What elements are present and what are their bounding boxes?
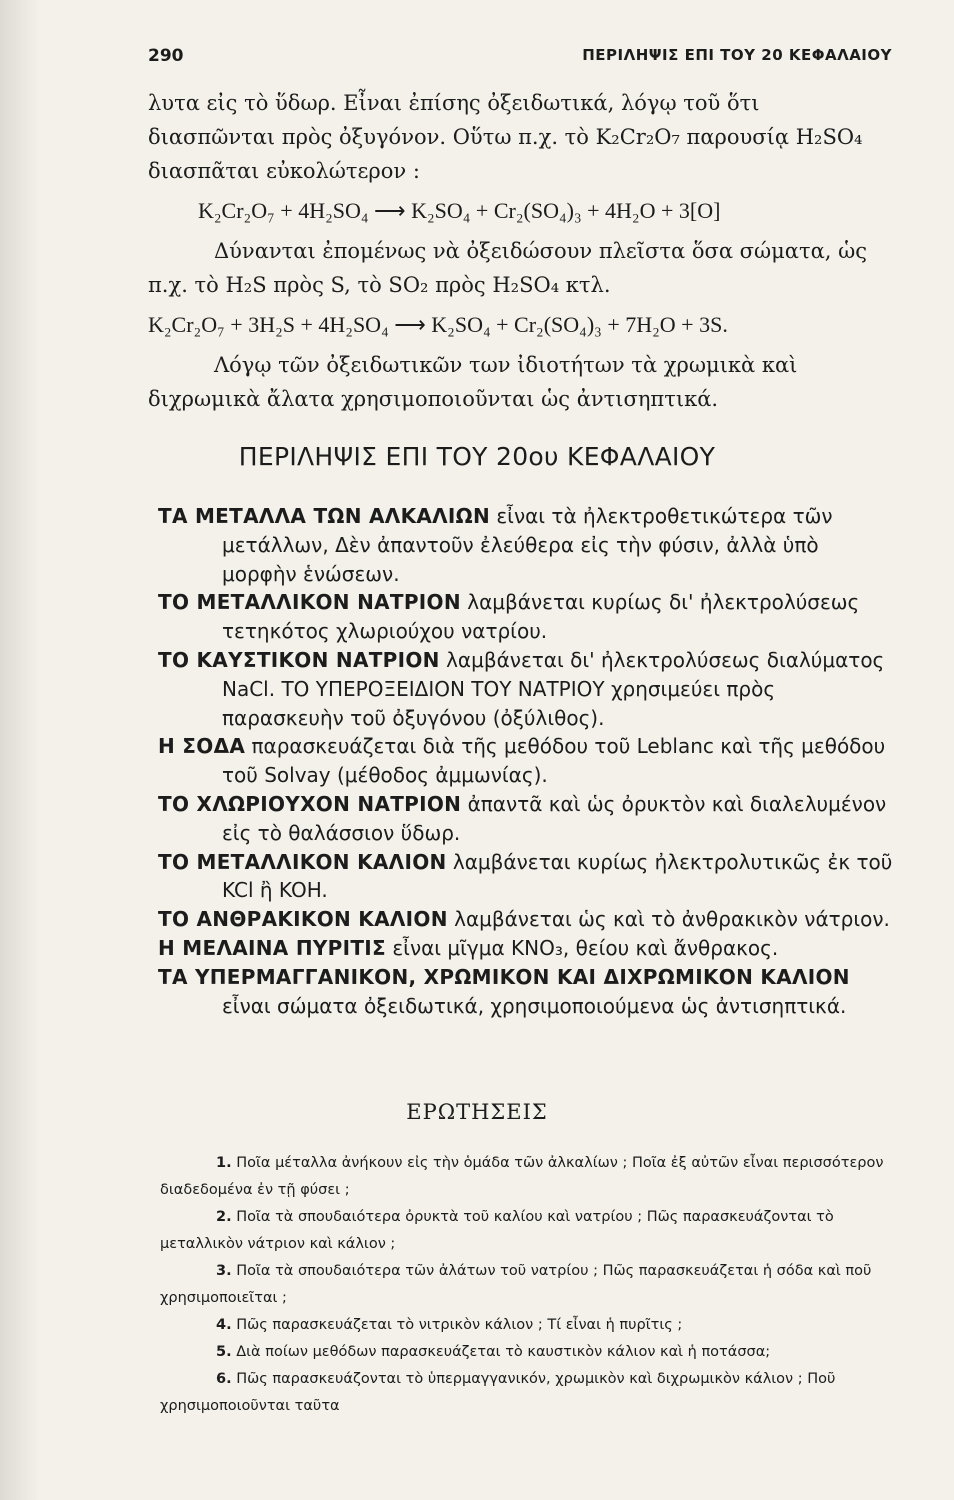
- summary-item: ΤΟ ΜΕΤΑΛΛΙΚΟΝ ΝΑΤΡΙΟΝ λαμβάνεται κυρίως δι' ἠλεκτρολύσεως τετηκότος χλωριούχου νατρίου.: [158, 590, 860, 644]
- summary-item: ΤΟ ΚΑΥΣΤΙΚΟΝ ΝΑΤΡΙΟΝ λαμβάνεται δι' ἠλεκτρολύσεως διαλύματος NaCl. ΤΟ ΥΠΕΡΟΞΕΙΔΙΟΝ ΤΟΥ ΝΑΤΡΙΟΥ χρησιμεύει πρὸς παρασκευὴν τοῦ ὀξυγόνου (ὀξύλιθος).: [158, 647, 885, 730]
- intro-text: [148, 86, 893, 416]
- summary-item: ΤΑ ΜΕΤΑΛΛΑ ΤΩΝ ΑΛΚΑΛΙΩΝ εἶναι τὰ ἠλεκτροθετικώτερα τῶν μετάλλων, Δὲν ἀπαντοῦν ἐλεύθερα εἰς τὴν φύσιν, ἀλλὰ ὑπὸ μορφὴν ἑνώσεων.: [158, 504, 833, 586]
- summary-item: ΤΟ ΜΕΤΑΛΛΙΚΟΝ ΚΑΛΙΟΝ λαμβάνεται κυρίως ἠλεκτρολυτικῶς ἐκ τοῦ KCl ἢ KOH.: [158, 849, 893, 903]
- question-item: 1. Ποῖα μέταλλα ἀνήκουν εἰς τὴν ὁμάδα τῶν ἀλκαλίων ; Ποῖα ἐξ αὐτῶν εἶναι περισσότερον διαδεδομένα ἐν τῇ φύσει ;: [160, 1155, 884, 1198]
- page-header: [148, 46, 892, 72]
- question-item: 5. Διὰ ποίων μεθόδων παρασκευάζεται τὸ καυστικὸν κάλιον καὶ ἡ ποτάσσα;: [216, 1344, 771, 1360]
- question-item: 6. Πῶς παρασκευάζονται τὸ ὑπερμαγγανικόν, χρωμικὸν καὶ διχρωμικὸν κάλιον ; Ποῦ χρησιμοποιοῦνται ταῦτα: [160, 1371, 836, 1414]
- summary-item: ΤΟ ΑΝΘΡΑΚΙΚΟΝ ΚΑΛΙΟΝ λαμβάνεται ὡς καὶ τὸ ἀνθρακικὸν νάτριον.: [158, 907, 890, 932]
- summary-title: ΠΕΡΙΛΗΨΙΣ ΕΠΙ ΤΟΥ 20ου ΚΕΦΑΛΑΙΟΥ: [238, 442, 716, 471]
- summary-item: Η ΜΕΛΑΙΝΑ ΠΥΡΙΤΙΣ εἶναι μῖγμα KNO₃, θείου καὶ ἄνθρακος.: [158, 935, 779, 960]
- questions-list: [160, 1150, 902, 1420]
- intro-paragraph-3: Λόγῳ τῶν ὀξειδωτικῶν των ἰδιοτήτων τὰ χρωμικὰ καὶ διχρωμικὰ ἄλατα χρησιμοποιοῦνται ὡς ἀντισηπτικά.: [148, 353, 798, 411]
- running-title: ΠΕΡΙΛΗΨΙΣ ΕΠΙ ΤΟΥ 20 ΚΕΦΑΛΑΙΟΥ: [582, 46, 892, 64]
- equation-1: K₂Cr₂O₇ + 4H₂SO₄ ⟶ K₂SO₄ + Cr₂(SO₄)₃ + 4H₂O + 3[O]: [198, 198, 721, 223]
- equation-2: K₂Cr₂O₇ + 3H₂S + 4H₂SO₄ ⟶ K₂SO₄ + Cr₂(SO₄)₃ + 7H₂O + 3S.: [148, 312, 728, 337]
- page-number: 290: [148, 46, 184, 66]
- summary-item: Η ΣΟΔΑ παρασκευάζεται διὰ τῆς μεθόδου τοῦ Leblanc καὶ τῆς μεθόδου τοῦ Solvay (μέθοδος ἀμμωνίας).: [158, 734, 886, 788]
- scan-shadow: [0, 0, 40, 1500]
- question-item: 3. Ποῖα τὰ σπουδαιότερα τῶν ἀλάτων τοῦ νατρίου ; Πῶς παρασκευάζεται ἡ σόδα καὶ ποῦ χρησιμοποιεῖται ;: [160, 1263, 872, 1306]
- summary-item: ΤΟ ΧΛΩΡΙΟΥΧΟΝ ΝΑΤΡΙΟΝ ἀπαντᾶ καὶ ὡς ὀρυκτὸν καὶ διαλελυμένον εἰς τὸ θαλάσσιον ὕδωρ.: [158, 791, 887, 845]
- summary-list: [158, 502, 896, 1020]
- question-item: 2. Ποῖα τὰ σπουδαιότερα ὀρυκτὰ τοῦ καλίου καὶ νατρίου ; Πῶς παρασκευάζονται τὸ μεταλλικὸν νάτριον καὶ κάλιον ;: [160, 1209, 834, 1252]
- questions-title: ΕΡΩΤΗΣΕΙΣ: [406, 1100, 548, 1124]
- question-item: 4. Πῶς παρασκευάζεται τὸ νιτρικὸν κάλιον ; Τί εἶναι ἡ πυρῖτις ;: [216, 1317, 683, 1333]
- intro-paragraph-1: λυτα εἰς τὸ ὕδωρ. Εἶναι ἐπίσης ὀξειδωτικά, λόγῳ τοῦ ὅτι διασπῶνται πρὸς ὀξυγόνον. Οὕτω π.χ. τὸ K₂Cr₂O₇ παρουσίᾳ H₂SO₄ διασπᾶται εὐκολώτερον :: [148, 91, 863, 183]
- intro-paragraph-2: Δύνανται ἐπομένως νὰ ὀξειδώσουν πλεῖστα ὅσα σώματα, ὡς π.χ. τὸ H₂S πρὸς S, τὸ SO₂ πρὸς H₂SO₄ κτλ.: [148, 239, 868, 297]
- summary-item: ΤΑ ΥΠΕΡΜΑΓΓΑΝΙΚΟΝ, ΧΡΩΜΙΚΟΝ ΚΑΙ ΔΙΧΡΩΜΙΚΟΝ ΚΑΛΙΟΝ εἶναι σώματα ὀξειδωτικά, χρησιμοποιούμενα ὡς ἀντισηπτικά.: [158, 964, 850, 1018]
